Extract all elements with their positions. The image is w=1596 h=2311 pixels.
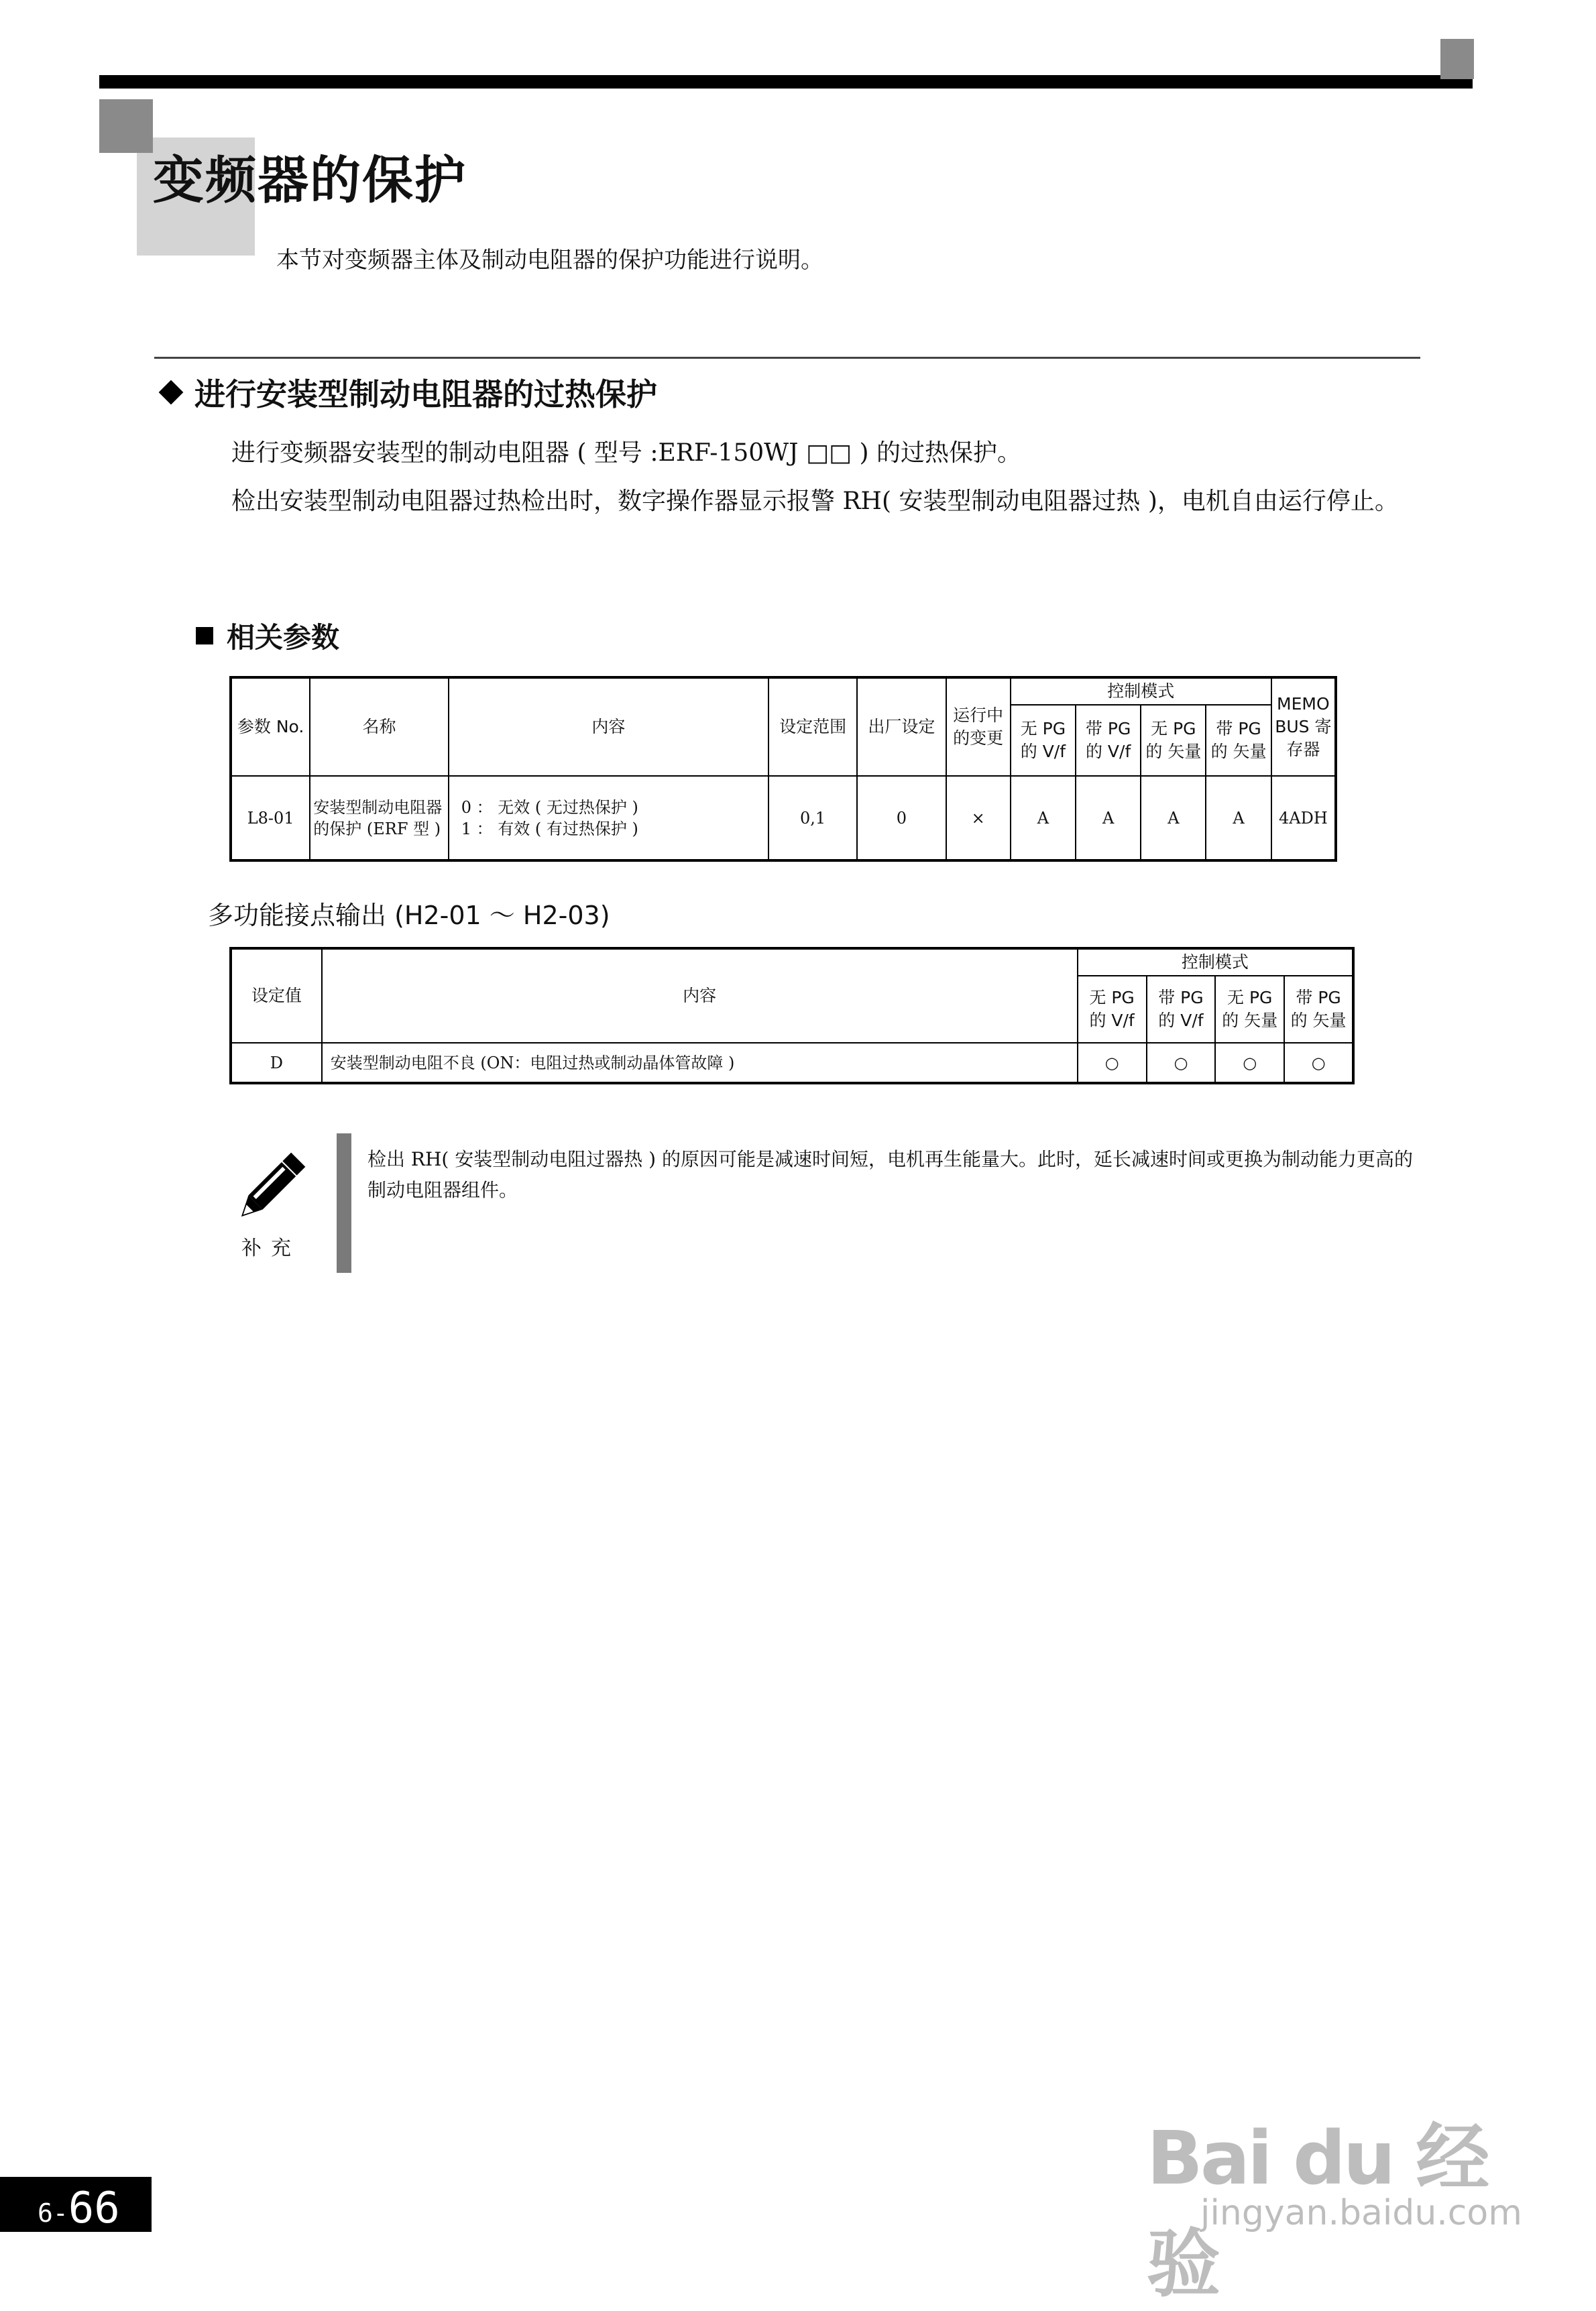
cell-memobus: 4ADH <box>1271 776 1336 860</box>
cell-multi-mode-4: ○ <box>1284 1043 1353 1083</box>
cell-content-line-2: 1 ： 有效 ( 有过热保护 ) <box>461 819 638 838</box>
header-multi-mode-2: 带 PG 的 V/f <box>1147 976 1216 1043</box>
multi-output-heading: 多功能接点输出 (H2-01 ～ H2-03) <box>208 901 610 930</box>
diamond-bullet-icon <box>159 380 184 405</box>
related-params-heading <box>196 616 339 656</box>
table-row <box>231 1043 1353 1083</box>
header-control-mode: 控制模式 <box>1011 677 1271 705</box>
baidu-watermark <box>1140 2099 1529 2307</box>
pencil-icon <box>227 1144 314 1231</box>
cell-mode-2: A <box>1076 776 1141 860</box>
cell-multi-mode-2: ○ <box>1147 1043 1216 1083</box>
header-param-no: 参数 No. <box>231 677 310 776</box>
watermark-url: jingyan.baidu.com <box>1200 2193 1522 2233</box>
header-rule <box>99 75 1473 89</box>
header-set-value: 设定值 <box>231 948 322 1043</box>
cell-param-no: L8-01 <box>231 776 310 860</box>
cell-mode-1: A <box>1011 776 1076 860</box>
page-title: 变频器的保护 <box>153 150 467 210</box>
note-sidebar <box>337 1133 351 1273</box>
watermark-logo: Bai du 经验 <box>1147 2115 1487 2307</box>
header-mode-1: 无 PG 的 V/f <box>1011 705 1076 776</box>
intro-text: 本节对变频器主体及制动电阻器的保护功能进行说明。 <box>276 247 823 274</box>
cell-factory: 0 <box>857 776 946 860</box>
related-params-heading-text: 相关参数 <box>227 621 340 654</box>
cell-content <box>449 776 768 860</box>
header-mode-4: 带 PG 的 矢量 <box>1206 705 1271 776</box>
header-factory: 出厂设定 <box>857 677 946 776</box>
parameter-table <box>229 676 1337 862</box>
cell-set-value: D <box>231 1043 322 1083</box>
cell-mode-3: A <box>1141 776 1206 860</box>
title-dark-block <box>99 99 153 153</box>
header-memobus: MEMO BUS 寄存器 <box>1271 677 1336 776</box>
cell-multi-mode-3: ○ <box>1215 1043 1284 1083</box>
header-multi-mode-4: 带 PG 的 矢量 <box>1284 976 1353 1043</box>
section-heading <box>156 370 657 414</box>
header-corner-block <box>1440 39 1474 79</box>
note-text: 检出 RH( 安装型制动电阻过器热 ) 的原因可能是减速时间短，电机再生能量大。此时，延长减速时间或更换为制动能力更高的制动电阻器组件。 <box>367 1148 1413 1201</box>
cell-multi-content: 安装型制动电阻不良 (ON：电阻过热或制动晶体管故障 ) <box>322 1043 1078 1083</box>
header-multi-mode-1: 无 PG 的 V/f <box>1078 976 1147 1043</box>
note-label: 补充 <box>241 1237 300 1260</box>
table-row <box>231 776 1336 860</box>
header-multi-mode-3: 无 PG 的 矢量 <box>1215 976 1284 1043</box>
header-mode-3: 无 PG 的 矢量 <box>1141 705 1206 776</box>
page-number-value: 66 <box>68 2184 120 2233</box>
header-mode-2: 带 PG 的 V/f <box>1076 705 1141 776</box>
header-multi-control-mode: 控制模式 <box>1078 948 1353 976</box>
cell-name: 安装型制动电阻器的保护 (ERF 型 ) <box>310 776 449 860</box>
page-number <box>0 2177 152 2232</box>
section-paragraph-2: 检出安装型制动电阻器过热检出时，数字操作器显示报警 RH( 安装型制动电阻器过热 )，电机自由运行停止。 <box>231 488 1399 515</box>
section-paragraph-1: 进行变频器安装型的制动电阻器 ( 型号 :ERF-150WJ □□ ) 的过热保护。 <box>231 439 1021 467</box>
page-number-prefix: 6- <box>38 2198 68 2228</box>
header-run-change: 运行中的变更 <box>946 677 1011 776</box>
multi-output-table <box>229 947 1355 1084</box>
cell-mode-4: A <box>1206 776 1271 860</box>
section-heading-text: 进行安装型制动电阻器的过热保护 <box>194 376 657 412</box>
header-range: 设定范围 <box>768 677 857 776</box>
header-content: 内容 <box>449 677 768 776</box>
header-multi-content: 内容 <box>322 948 1078 1043</box>
cell-run-change: × <box>946 776 1011 860</box>
cell-content-line-1: 0 ： 无效 ( 无过热保护 ) <box>461 797 638 817</box>
cell-multi-mode-1: ○ <box>1078 1043 1147 1083</box>
square-bullet-icon <box>196 627 213 644</box>
cell-range: 0,1 <box>768 776 857 860</box>
header-name: 名称 <box>310 677 449 776</box>
section-divider <box>154 357 1420 359</box>
